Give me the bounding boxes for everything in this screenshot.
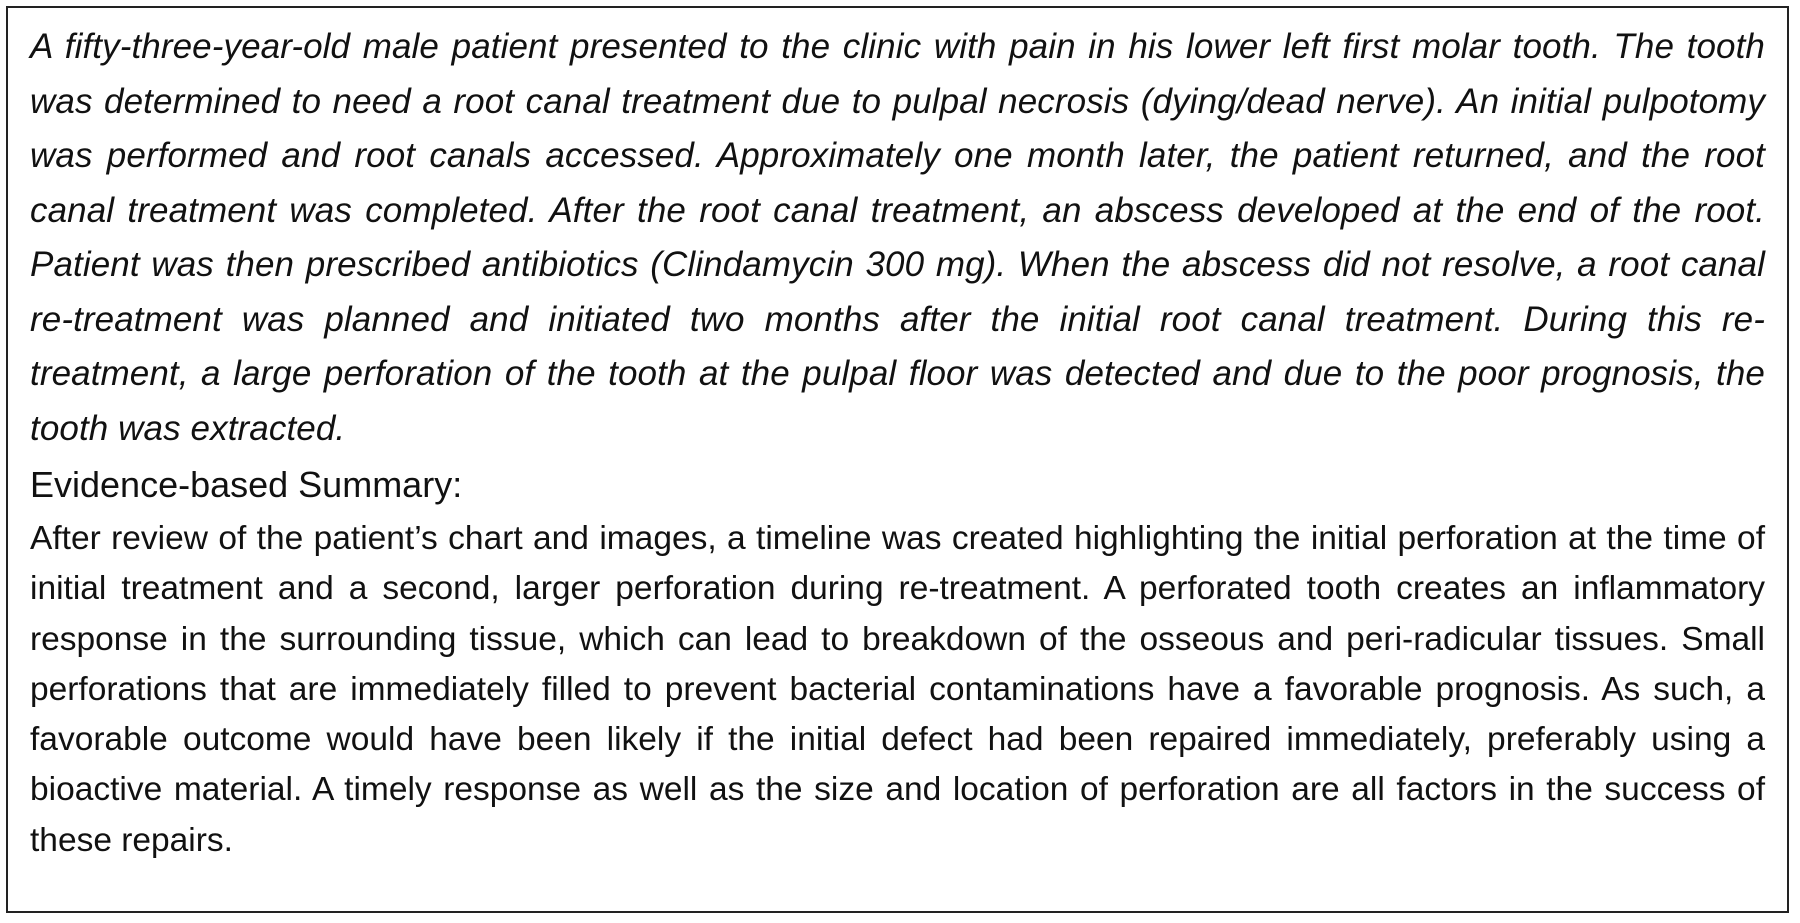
summary-heading: Evidence-based Summary:	[30, 464, 463, 505]
case-description: A fifty-three-year-old male patient presented to the clinic with pain in his lower left first molar tooth. The tooth was determined to need a root canal treatment due to pulpal necrosis (dying/dead nerve). An initial pulpotomy was performed and root canals accessed. Approximately one month later, the patient returned, and the root canal treatment was completed. After the root canal treatment, an abscess developed at the end of the root. Patient was then prescribed antibiotics (Clindamycin 300 mg). When the abscess did not resolve, a root canal re-treatment was planned and initiated two months after the initial root canal treatment. During this re-treatment, a large perforation of the tooth at the pulpal floor was detected and due to the poor prognosis, the tooth was extracted.	[30, 27, 1765, 448]
summary-text: After review of the patient’s chart and images, a timeline was created highlighting the initial perforation at the time of initial treatment and a second, larger perforation during re-treatment. A perforated tooth creates an inflammatory response in the surrounding tissue, which can lead to breakdown of the osseous and peri-radicular tissues. Small perforations that are immediately filled to prevent bacterial contaminations have a favorable prognosis. As such, a favorable outcome would have been likely if the initial defect had been repaired immediately, preferably using a bioactive material. A timely response as well as the size and location of perforation are all factors in the success of these repairs.	[30, 520, 1765, 859]
document-frame	[6, 6, 1789, 913]
